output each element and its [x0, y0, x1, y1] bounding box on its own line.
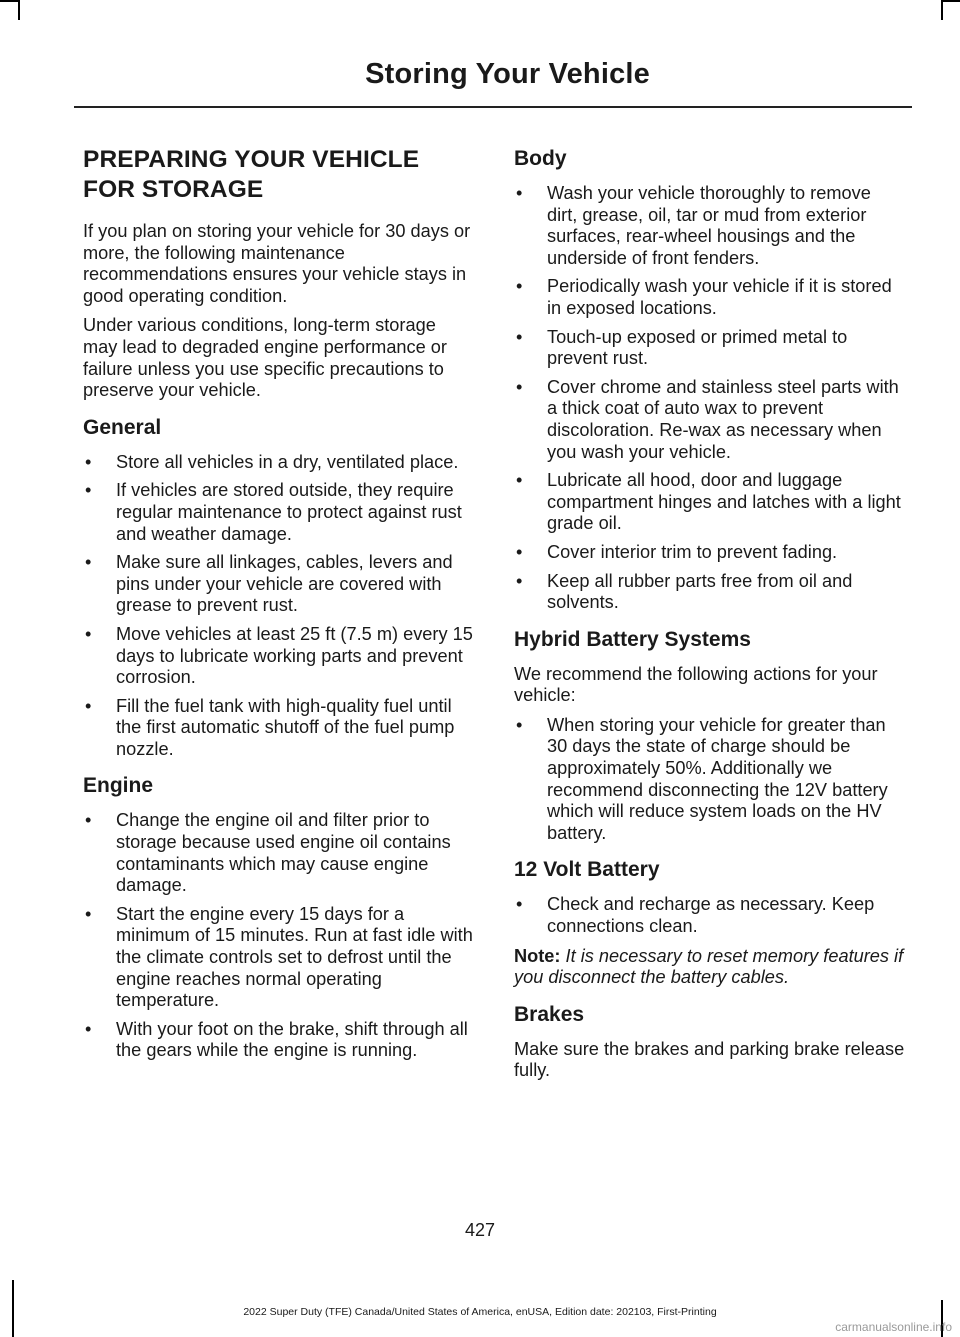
- watermark: carmanualsonline.info: [835, 1320, 952, 1334]
- list-item: • Check and recharge as necessary. Keep connections clean.: [514, 894, 906, 937]
- section-title: [83, 145, 475, 205]
- heading-general: General: [83, 415, 162, 439]
- engine-list: [83, 810, 475, 1062]
- page-header-title: Storing Your Vehicle: [365, 58, 650, 90]
- list-item: • Change the engine oil and filter prior to storage because used engine oil contains contaminants which may cause engine damage.: [83, 810, 475, 896]
- section-title-line1: PREPARING YOUR VEHICLE: [83, 146, 420, 173]
- list-item: • Wash your vehicle thoroughly to remove dirt, grease, oil, tar or mud from exterior surfaces, rear-wheel housings and the underside of front fenders.: [514, 183, 906, 269]
- edition-footer: 2022 Super Duty (TFE) Canada/United States of America, enUSA, Edition date: 202103, First-Printing: [243, 1306, 717, 1318]
- list-item: • Make sure all linkages, cables, levers and pins under your vehicle are covered with grease to prevent rust.: [83, 552, 475, 617]
- intro-paragraph: Under various conditions, long-term storage may lead to degraded engine performance or failure unless you use specific precautions to preserve your vehicle.: [83, 315, 447, 401]
- heading-12v-battery: 12 Volt Battery: [514, 858, 660, 882]
- heading-engine: Engine: [83, 774, 154, 798]
- crop-mark: [941, 0, 960, 2]
- page-number: 427: [464, 1220, 496, 1240]
- note-text: It is necessary to reset memory features if you disconnect the battery cables.: [514, 945, 904, 988]
- list-item: • Store all vehicles in a dry, ventilated place.: [83, 452, 475, 474]
- hybrid-list: [514, 715, 906, 845]
- hybrid-intro: We recommend the following actions for your vehicle:: [514, 663, 878, 706]
- list-item: • Move vehicles at least 25 ft (7.5 m) every 15 days to lubricate working parts and prevent corrosion.: [83, 624, 475, 689]
- header-divider: [74, 106, 912, 108]
- heading-body: Body: [514, 147, 567, 170]
- list-item: • With your foot on the brake, shift through all the gears while the engine is running.: [83, 1019, 475, 1062]
- list-item: • Start the engine every 15 days for a minimum of 15 minutes. Run at fast idle with the climate controls set to defrost until the engine reaches normal operating temperature.: [83, 904, 475, 1012]
- general-list: [83, 452, 475, 761]
- list-item: • Fill the fuel tank with high-quality fuel until the first automatic shutoff of the fuel pump nozzle.: [83, 696, 475, 761]
- body-list: [514, 183, 906, 614]
- crop-mark: [18, 0, 20, 20]
- brakes-text: Make sure the brakes and parking brake release fully.: [514, 1038, 905, 1081]
- section-title-line2: FOR STORAGE: [83, 176, 264, 203]
- left-column: [83, 145, 475, 1070]
- list-item: • Cover chrome and stainless steel parts with a thick coat of auto wax to prevent discoloration. Re-wax as necessary when you wash your vehicle.: [514, 377, 906, 463]
- list-item: • Periodically wash your vehicle if it is stored in exposed locations.: [514, 276, 906, 319]
- right-column: [514, 145, 906, 1090]
- list-item: • If vehicles are stored outside, they require regular maintenance to protect against rust and weather damage.: [83, 480, 475, 545]
- heading-brakes: Brakes: [514, 1002, 585, 1026]
- intro-paragraph: If you plan on storing your vehicle for 30 days or more, the following maintenance recommendations ensures your vehicle stays in good operating condition.: [83, 221, 471, 306]
- list-item: • Keep all rubber parts free from oil and solvents.: [514, 571, 906, 614]
- list-item: • Lubricate all hood, door and luggage compartment hinges and latches with a light grade oil.: [514, 470, 906, 535]
- list-item: • When storing your vehicle for greater than 30 days the state of charge should be approximately 50%. Additionally we recommend disconnecting the 12V battery which will reduce system loads on the HV battery.: [514, 715, 906, 845]
- list-item: • Touch-up exposed or primed metal to prevent rust.: [514, 327, 906, 370]
- note-label: Note:: [514, 945, 561, 966]
- list-item: • Cover interior trim to prevent fading.: [514, 542, 906, 564]
- battery-note: [514, 946, 906, 989]
- heading-hybrid-battery: Hybrid Battery Systems: [514, 627, 751, 651]
- crop-mark: [0, 0, 20, 2]
- crop-mark: [941, 0, 943, 20]
- battery-list: [514, 894, 906, 937]
